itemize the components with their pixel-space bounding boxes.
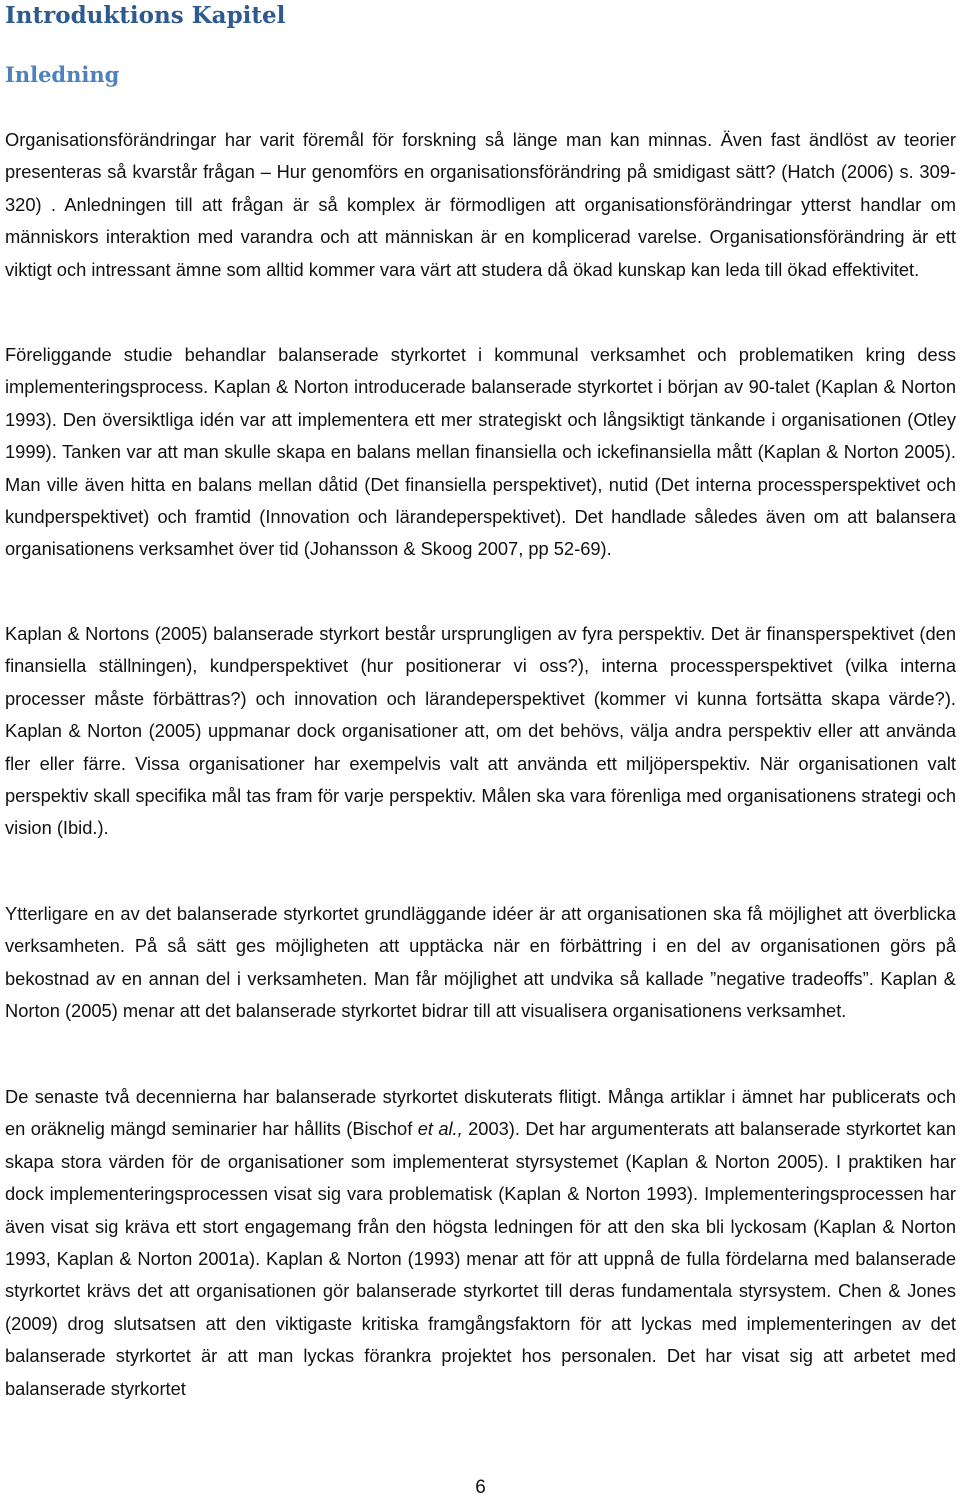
paragraph-1-part-a: Organisationsförändringar har varit föremål för forskning så länge man kan minnas. Även fast ändlöst av teorier presenteras så kvarstår frågan – Hur genomförs en organisationsförändring på smidigast sätt? (Hatch (2006) s. 309-320) . xyxy=(5,129,956,215)
document-page xyxy=(5,0,956,1500)
paragraph-1 xyxy=(5,124,956,286)
paragraph-3: Kaplan & Nortons (2005) balanserade styrkort består ursprungligen av fyra perspektiv. Det är finansperspektivet (den finansiella ställningen), kundperspektivet (hur positionerar vi oss?), interna processperspektivet (vilka interna processer måste förbättras?) och innovation och lärandeperspektivet (kommer vi kunna fortsätta skapa värde?). Kaplan & Norton (2005) uppmanar dock organisationer att, om det behövs, välja andra perspektiv eller att använda fler eller färre. Vissa organisationer har exempelvis valt att använda ett miljöperspektiv. När organisationen valt perspektiv skall specifika mål tas fram för varje perspektiv. Målen ska vara förenliga med organisationens strategi och vision (Ibid.). xyxy=(5,623,956,839)
paragraph-5-et-al: et al., xyxy=(417,1118,463,1140)
paragraph-5-part-a: De senaste två decennierna har balanserade styrkortet diskuterats flitigt. Många artiklar i ämnet har publicerats och en oräknelig mängd seminarier har hållits (Bischof xyxy=(5,1086,956,1140)
paragraph-5-part-b: 2003). Det har argumenterats att balanserade styrkortet kan skapa stora värden för de organisationer som implementerat styrsystemet (Kaplan & Norton 2005). I praktiken har dock implementeringsprocessen visat sig vara problematisk (Kaplan & Norton 1993). Implementeringsprocessen har även visat sig kräva ett stort engagemang från den högsta ledningen för att den ska bli lyckosam (Kaplan & Norton 1993, Kaplan & Norton 2001a). Kaplan & Norton (1993) menar att för att uppnå de fulla fördelarna med balanserade styrkortet krävs det att organisationen gör balanserade styrkortet till deras fundamentala styrsystem. Chen & Jones (2009) drog slutsatsen att den viktigaste kritiska framgångsfaktorn för att lyckas med implementeringen av det balanserade styrkortet är att man lyckas förankra projektet hos personalen. Det har visat sig att arbetet med balanserade styrkortet xyxy=(5,1118,957,1399)
paragraph-4: Ytterligare en av det balanserade styrkortet grundläggande idéer är att organisationen ska få möjlighet att överblicka verksamheten. På så sätt ges möjligheten att upptäcka när en förbättring i en del av organisationen görs på bekostnad av en annan del i verksamheten. Man får möjlighet att undvika så kallade ”negative tradeoffs”. Kaplan & Norton (2005) menar att det balanserade styrkortet bidrar till att visualisera organisationens verksamhet. xyxy=(5,903,956,1022)
paragraph-5 xyxy=(5,1081,956,1405)
chapter-heading: Introduktions Kapitel xyxy=(5,2,286,29)
page-number: 6 xyxy=(475,1477,486,1498)
paragraph-1-part-b: Anledningen till att frågan är så komplex är förmodligen att organisationsförändringar ytterst handlar om människors interaktion med varandra och att människan är en komplicerad varelse. Organisationsförändring är ett viktigt och intressant ämne som alltid kommer vara värt att studera då ökad kunskap kan leda till ökad effektivitet. xyxy=(5,193,957,280)
section-heading: Inledning xyxy=(5,62,120,87)
paragraph-2: Föreliggande studie behandlar balanserade styrkortet i kommunal verksamhet och problematiken kring dess implementeringsprocess. Kaplan & Norton introducerade balanserade styrkortet i början av 90-talet (Kaplan & Norton 1993). Den översiktliga idén var att implementera ett mer strategiskt och långsiktigt tänkande i organisationen (Otley 1999). Tanken var att man skulle skapa en balans mellan finansiella och ickefinansiella mått (Kaplan & Norton 2005). Man ville även hitta en balans mellan dåtid (Det finansiella perspektivet), nutid (Det interna processperspektivet och kundperspektivet) och framtid (Innovation och lärandeperspektivet). Det handlade således även om att balansera organisationens verksamhet över tid (Johansson & Skoog 2007, pp 52-69). xyxy=(5,344,956,560)
